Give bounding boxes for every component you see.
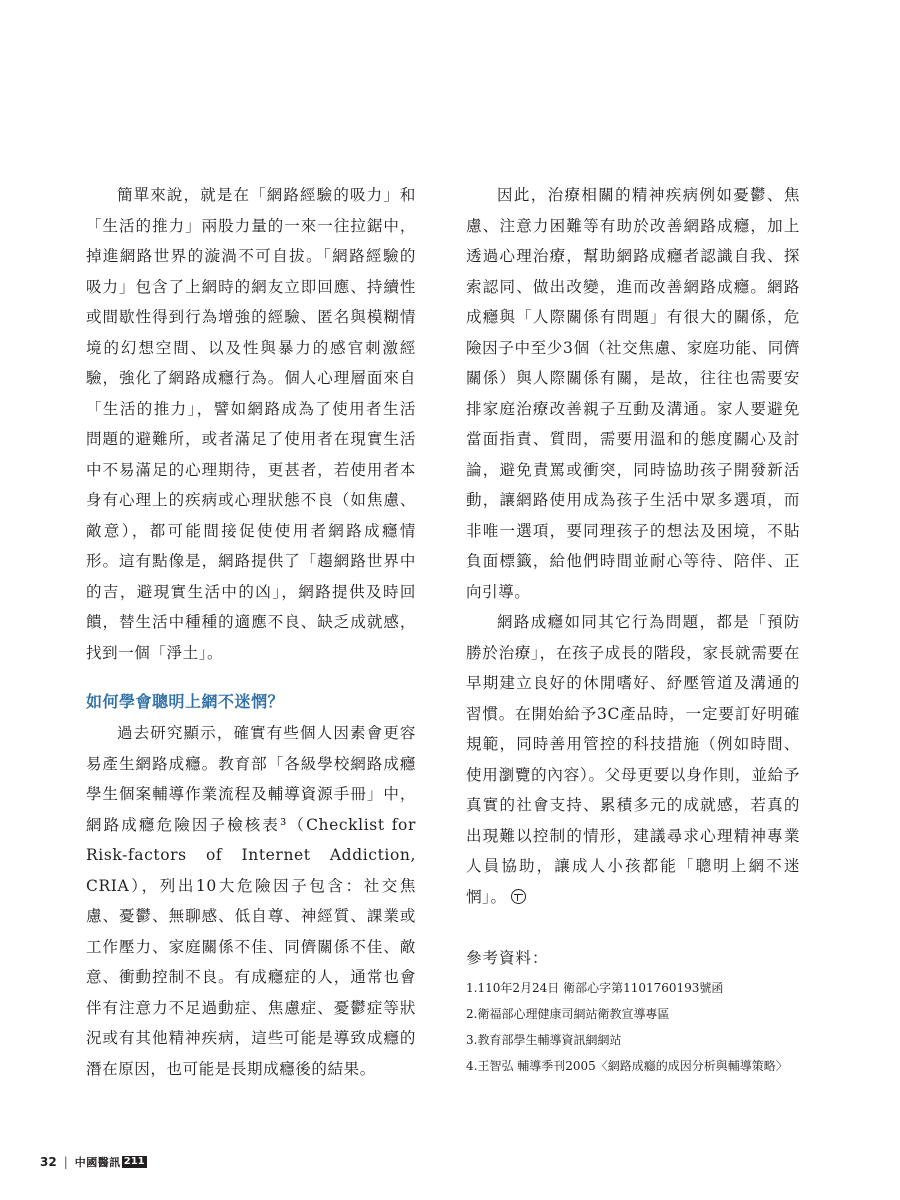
footer-separator: | xyxy=(63,1155,68,1169)
left-column xyxy=(86,180,416,1084)
paragraph-prevention xyxy=(466,607,800,912)
page-footer xyxy=(40,1154,147,1170)
reference-item: 4.王智弘 輔導季刊2005〈網路成癮的成因分析與輔導策略〉 xyxy=(466,1059,788,1073)
references-title: 參考資料： xyxy=(466,949,549,967)
right-column xyxy=(466,180,800,1082)
paragraph-intro: 簡單來說，就是在「網路經驗的吸力」和「生活的推力」兩股力量的一來一往拉鋸中，掉進網路世界的漩渦不可自拔。「網路經驗的吸力」包含了上網時的網友立即回應、持續性或間歇性得到行為增強的經驗、匿名與模糊情境的幻想空間、以及性與暴力的感官刺激經驗，強化了網路成癮行為。個人心理層面來自「生活的推力」，譬如網路成為了使用者生活問題的避難所，或者滿足了使用者在現實生活中不易滿足的心理期待，更甚者，若使用者本身有心理上的疾病或心理狀態不良（如焦慮、敵意），都可能間接促使使用者網路成癮情形。這有點像是，網路提供了「趨網路世界中的吉，避現實生活中的凶」，網路提供及時回饋，替生活中種種的適應不良、缺乏成就感，找到一個「淨土」。 xyxy=(86,186,416,662)
paragraph-prevention-text: 網路成癮如同其它行為問題，都是「預防勝於治療」，在孩子成長的階段，家長就需要在早期建立良好的休閒嗜好、紓壓管道及溝通的習慣。在開始給予3C產品時，一定要訂好明確規範，同時善用管控的科技措施（例如時間、使用瀏覽的內容）。父母更要以身作則，並給予真實的社會支持、累積多元的成就感，若真的出現難以控制的情形，建議尋求心理精神專業人員協助，讓成人小孩都能「聰明上網不迷惘」。 xyxy=(466,613,800,906)
paragraph-treatment: 因此，治療相關的精神疾病例如憂鬱、焦慮、注意力困難等有助於改善網路成癮，加上透過心理治療，幫助網路成癮者認識自我、探索認同、做出改變，進而改善網路成癮。網路成癮與「人際關係有問題」有很大的關係，危險因子中至少3個（社交焦慮、家庭功能、同儕關係）與人際關係有關，是故，往往也需要安排家庭治療改善親子互動及溝通。家人要避免當面指責、質問，需要用溫和的態度關心及討論，避免責罵或衝突，同時協助孩子開發新活動，讓網路使用成為孩子生活中眾多選項，而非唯一選項，要同理孩子的想法及困境，不貼負面標籤，給他們時間並耐心等待、陪伴、正向引導。 xyxy=(466,186,800,601)
paragraph-research: 過去研究顯示，確實有些個人因素會更容易產生網路成癮。教育部「各級學校網路成癮學生個案輔導作業流程及輔導資源手冊」中，網路成癮危險因子檢核表³（Checklist for Risk-factors of Internet Addiction, CRIA），列出10大危險因子包含：社交焦慮、憂鬱、無聊感、低自尊、神經質、課業或工作壓力、家庭關係不佳、同儕關係不佳、敵意、衝動控制不良。有成癮症的人，通常也會伴有注意力不足過動症、焦慮症、憂鬱症等狀況或有其他精神疾病，這些可能是導致成癮的潛在原因，也可能是長期成癮後的結果。 xyxy=(86,724,416,1078)
section-heading: 如何學會聰明上網不迷惘？ xyxy=(86,692,285,711)
reference-item: 2.衛福部心理健康司網站衛教宣導專區 xyxy=(466,1007,670,1021)
issue-number: 211 xyxy=(123,1156,145,1167)
references-section xyxy=(466,946,800,1077)
end-mark-icon xyxy=(511,889,526,904)
reference-item: 1.110年2月24日 衛部心字第1101760193號函 xyxy=(466,981,724,995)
page-number: 32 xyxy=(40,1155,57,1169)
reference-item: 3.教育部學生輔導資訊網網站 xyxy=(466,1033,622,1047)
magazine-name: 中國醫訊 xyxy=(74,1156,121,1169)
